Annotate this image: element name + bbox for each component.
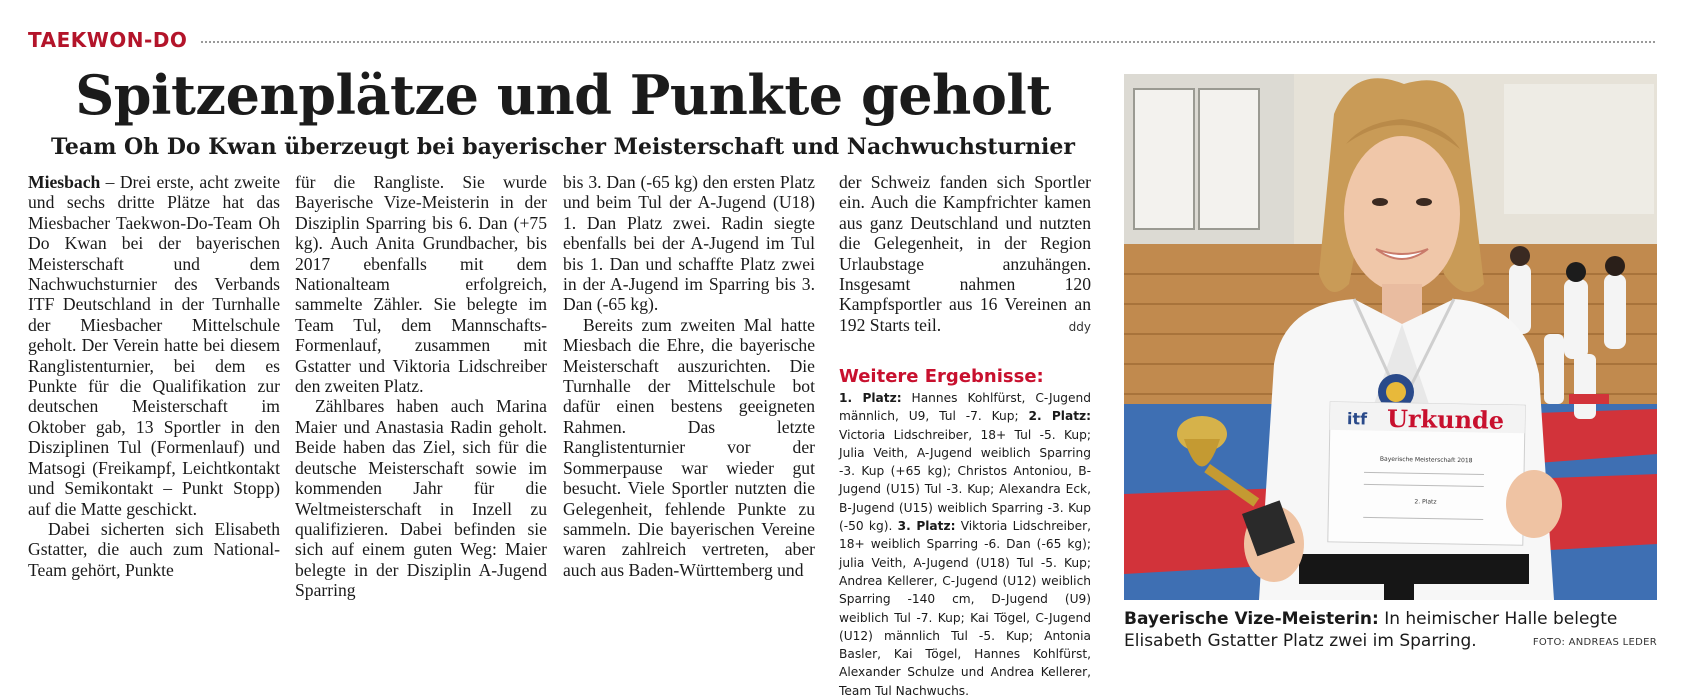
section-header xyxy=(28,26,1655,54)
photo-credit: FOTO: ANDREAS LEDER xyxy=(1532,637,1657,648)
paragraph: Zählbares haben auch Marina Maier und Anastasia Radin geholt. Beide haben das Ziel, sich für die deutsche Meisterschaft sowie im kommenden Jahr für die Weltmeisterschaft in Inzell zu qualifizieren. Dabei befinden sie sich auf einem guten Weg: Maier belegte in der Disziplin A-Jugend Sparring xyxy=(295,396,547,601)
result-place-label: 3. Platz: xyxy=(897,519,956,534)
paragraph-text: der Schweiz fanden sich Sportler ein. Auch die Kampfrichter kamen aus ganz Deutschland und nutzten die Gelegenheit, in der Region Urlaubstage anzuhängen. Insgesamt nahmen 120 Kampfsportler aus 16 Vereinen an 192 Starts teil. xyxy=(839,172,1091,335)
result-text: Viktoria Lidschreiber, 18+ weiblich Sparring -6. Dan (-65 kg); julia Veith, A-Jugend (U18) Tul -5. Kup; Andrea Kellerer, C-Jugend (U12) weiblich Sparring -140 cm, D-Jugend (U9) weiblich Tul -7. Kup; Kai Tögel, C-Jugend (U12) männlich Tul -5. Kup; Antonia Basler, Kai Tögel, Hannes Kohlfürst, Alexander Schulze und Andrea Kellerer, Team Tul Nachwuchs. xyxy=(839,519,1091,698)
paragraph: Dabei sicherten sich Elisabeth Gstatter, die auch zum National-Team gehört, Punkte xyxy=(28,518,280,580)
paragraph xyxy=(839,172,1091,335)
article-photo xyxy=(1124,74,1657,600)
dateline: Miesbach xyxy=(28,172,101,192)
result-place-label: 2. Platz: xyxy=(1028,409,1091,424)
certificate-place: 2. Platz xyxy=(1414,498,1437,506)
certificate-subtitle: Bayerische Meisterschaft 2018 xyxy=(1379,455,1473,465)
caption-text: In heimischer Halle belegte Elisabeth Gstatter Platz zwei im Sparring. xyxy=(1124,609,1618,651)
result-text: Victoria Lidschreiber, 18+ Tul -5. Kup; Julia Veith, A-Jugend weiblich Sparring -3. Kup (+65 kg); Christos Antoniou, B-Jugend (U15) Tul -3. Kup; Alexandra Eck, B-Jugend (U15) weiblich Sparring -3. Kup (-50 kg). xyxy=(839,427,1091,534)
subheadline: Team Oh Do Kwan überzeugt bei bayerischer Meisterschaft und Nachwuchsturnier xyxy=(50,134,1076,160)
article-column-1 xyxy=(28,172,280,580)
article-column-4 xyxy=(839,172,1091,337)
result-text: Hannes Kohlfürst, C-Jugend männlich, U9, Tul -7. Kup; xyxy=(839,391,1091,424)
results-list xyxy=(839,389,1091,700)
section-divider xyxy=(201,41,1655,43)
results-heading: Weitere Ergebnisse: xyxy=(839,366,1044,387)
caption-lead: Bayerische Vize-Meisterin: xyxy=(1124,609,1379,629)
certificate-brand: itf xyxy=(1346,409,1368,429)
paragraph xyxy=(28,172,280,519)
paragraph: Bereits zum zweiten Mal hatte Miesbach die Ehre, die bayerische Meisterschaft auszurichten. Die Turnhalle der Mittelschule bot dafür einen bestens geeigneten Rahmen. Das letzte Ranglistenturnier vor der Sommerpause war wieder gut besucht. Viele Sportler nutzten die Gelegenheit, fehlende Punkte zu sammeln. Die bayerischen Vereine waren zahlreich vertreten, aber auch aus Baden-Württemberg und xyxy=(563,314,815,580)
paragraph-text: – Drei erste, acht zweite und sechs dritte Plätze hat das Miesbacher Taekwon-Do-Team Oh Do Kwan bei der bayerischen Meisterschaft und dem Nachwuchsturnier des Verbands ITF Deutschland in der Turnhalle der Miesbacher Mittelschule geholt. Der Verein hatte bei diesem Ranglistenturnier, bei dem es Punkte für die Qualifikation zur deutschen Meisterschaft im Oktober gab, 13 Sportler in den Disziplinen Tul (Formenlauf) und Matsogi (Freikampf, Leichtkontakt und Semikontakt – Punkt Stopp) auf die Matte geschickt. xyxy=(28,172,280,519)
article-column-3 xyxy=(563,172,815,580)
certificate-title: Urkunde xyxy=(1386,403,1505,435)
result-place-label: 1. Platz: xyxy=(839,391,902,405)
headline: Spitzenplätze und Punkte geholt xyxy=(75,63,1051,127)
paragraph: für die Rangliste. Sie wurde Bayerische Vize-Meisterin in der Disziplin Sparring bis 6. Dan (+75 kg). Auch Anita Grundbacher, bis 2017 ebenfalls mit dem Nationalteam erfolgreich, sammelte Zähler. Sie belegte im Team Tul, dem Mannschafts-Formenlauf, zusammen mit Gstatter und Viktoria Lidschreiber den zweiten Platz. xyxy=(295,172,547,397)
article-column-2 xyxy=(295,172,547,601)
author-byline: ddy xyxy=(1068,319,1091,334)
section-label: TAEKWON-DO xyxy=(28,28,188,52)
paragraph: bis 3. Dan (-65 kg) den ersten Platz und beim Tul der A-Jugend (U18) 1. Dan Platz zwei. Radin siegte ebenfalls bei der A-Jugend im Tul bis 1. Dan und schaffte Platz zwei in der A-Jugend im Sparring bis 3. Dan (-65 kg). xyxy=(563,172,815,315)
